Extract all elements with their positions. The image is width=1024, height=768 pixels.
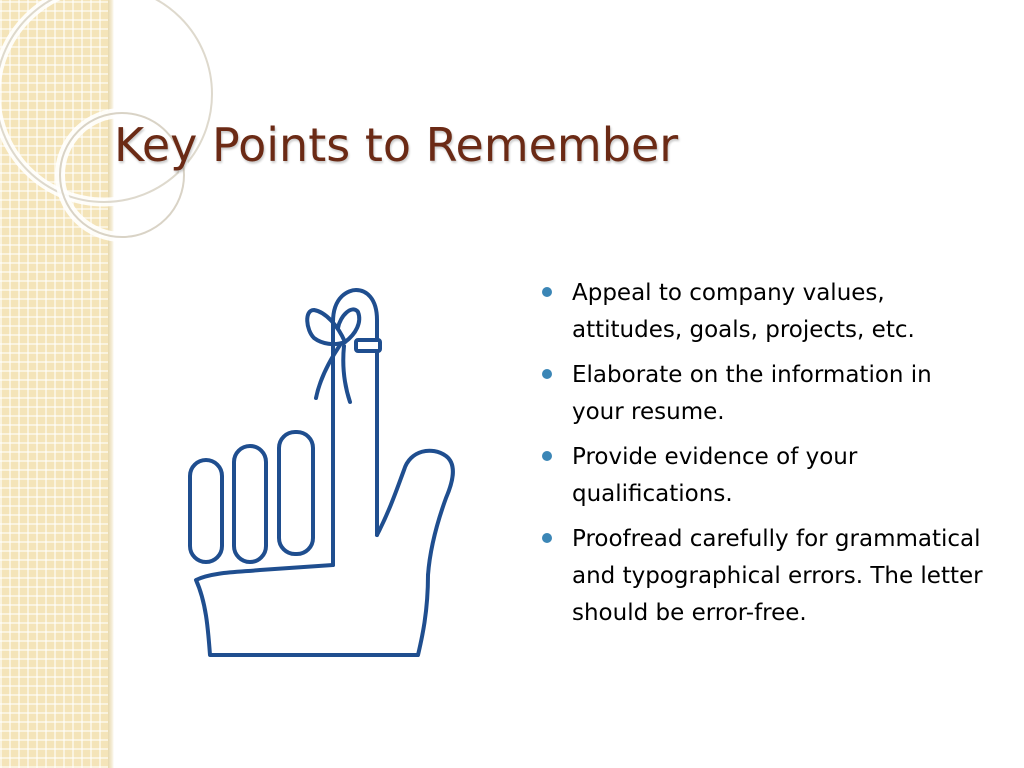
list-item-text: Provide evidence of your qualifications. [572, 444, 858, 507]
list-item [540, 521, 985, 632]
bullet-dot-icon [542, 533, 552, 543]
key-points-list [540, 275, 985, 640]
bullet-dot-icon [542, 369, 552, 379]
list-item [540, 439, 985, 513]
list-item-text: Proofread carefully for grammatical and typographical errors. The letter should be error-free. [572, 526, 983, 626]
finger-with-ribbon-icon [180, 284, 465, 664]
list-item-text: Elaborate on the information in your resume. [572, 362, 932, 425]
list-item [540, 275, 985, 349]
slide-title: Key Points to Remember [114, 118, 679, 172]
list-item-text: Appeal to company values, attitudes, goals, projects, etc. [572, 280, 915, 343]
list-item [540, 357, 985, 431]
bullet-dot-icon [542, 451, 552, 461]
bullet-dot-icon [542, 287, 552, 297]
